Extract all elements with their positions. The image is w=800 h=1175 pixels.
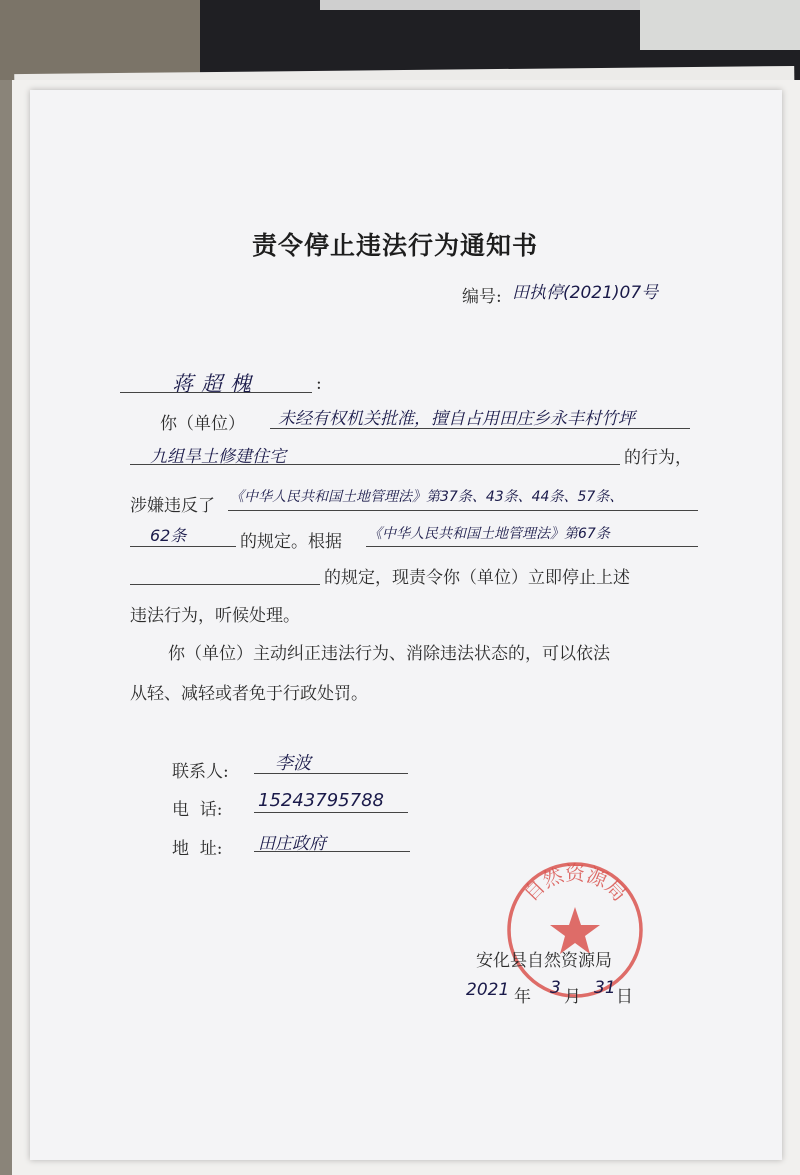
background-surface (0, 0, 200, 80)
order-text: 的规定，现责令你（单位）立即停止上述 (324, 568, 630, 588)
basis-text: 的规定。根据 (240, 532, 342, 552)
date-month: 3 (550, 978, 561, 998)
violation-prefix: 涉嫌违反了 (130, 496, 215, 516)
violation-description-2: 九组旱土修建住宅 (150, 447, 286, 467)
doc-number-label: 编号: (462, 287, 502, 307)
address-underline (254, 851, 410, 852)
contact-person-underline (254, 773, 408, 774)
underline-1 (270, 428, 690, 429)
underline-2 (130, 464, 620, 465)
date-year: 2021 (466, 980, 510, 1000)
violated-article: 62条 (150, 526, 187, 545)
background-paper-strip (320, 0, 640, 10)
await-handling-text: 违法行为，听候处理。 (130, 606, 300, 626)
date-month-char: 月 (564, 987, 581, 1007)
leniency-text-2: 从轻、减轻或者免于行政处罚。 (130, 684, 368, 704)
recipient-name: 蒋超槐 (172, 372, 259, 396)
basis-law: 《中华人民共和国土地管理法》第67条 (368, 526, 610, 542)
contact-person-label: 联系人: (172, 762, 229, 782)
doc-number-value: 田执停(2021)07号 (512, 283, 659, 303)
violation-description-1: 未经有权机关批准，擅自占用田庄乡永丰村竹坪 (278, 409, 635, 429)
underline-4a (130, 546, 236, 547)
phone-underline (254, 812, 408, 813)
behavior-suffix: 的行为， (624, 448, 692, 468)
unit-prefix: 你（单位） (160, 414, 245, 434)
recipient-colon: : (316, 374, 322, 394)
date-day: 31 (594, 978, 616, 998)
date-day-char: 日 (616, 987, 633, 1007)
svg-text:自然资源局 (518, 861, 631, 906)
phone-value: 15243795788 (258, 790, 384, 811)
date-year-char: 年 (514, 987, 531, 1007)
address-value: 田庄政府 (258, 834, 326, 854)
underline-4b (366, 546, 698, 547)
background-box (640, 0, 800, 50)
contact-person-value: 李波 (275, 753, 311, 774)
address-label: 地 址: (172, 839, 223, 859)
recipient-underline (120, 392, 312, 393)
underline-3 (228, 510, 698, 511)
seal-text: 自然资源局 (518, 861, 632, 906)
document-title: 责令停止违法行为通知书 (251, 231, 538, 260)
phone-label: 电 话: (172, 800, 223, 820)
issuing-authority: 安化县自然资源局 (476, 951, 612, 971)
violated-law: 《中华人民共和国土地管理法》第37条、43条、44条、57条、 (230, 489, 624, 505)
underline-5 (130, 584, 320, 585)
leniency-text-1: 你（单位）主动纠正违法行为、消除违法状态的，可以依法 (168, 644, 610, 664)
